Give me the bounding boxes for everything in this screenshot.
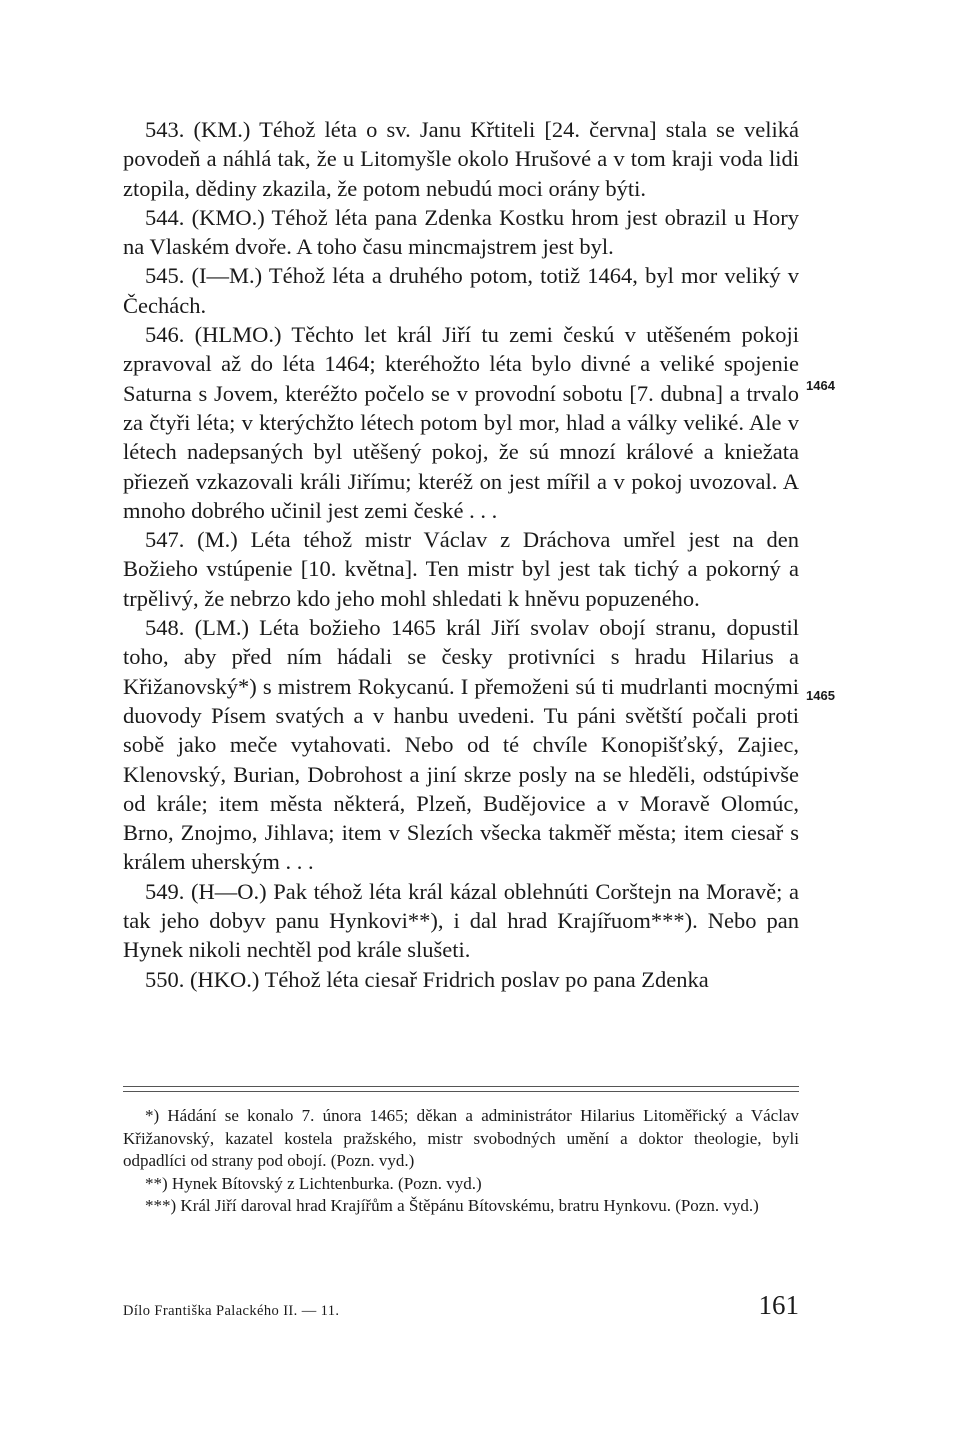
footnote-3: ***) Král Jiří daroval hrad Krajířům a Štěpánu Bítovskému, bratru Hynkovu. (Pozn. vyd.) bbox=[145, 1196, 759, 1215]
footnote-rule bbox=[123, 1091, 799, 1092]
entry-545: 545. (I—M.) Téhož léta a druhého potom, totiž 1464, byl mor veliký v Čechách. bbox=[123, 263, 799, 318]
footnote-2: **) Hynek Bítovský z Lichtenburka. (Pozn. vyd.) bbox=[145, 1173, 482, 1193]
footnote-1: *) Hádání se konalo 7. února 1465; děkan a administrátor Hilarius Litoměřický a Václav Křižanovský, kazatel kostela pražského, mistr svobodných umění a doktor theologie, byli odpadlíci od strany pod obojí. (Pozn. vyd.) bbox=[123, 1106, 799, 1170]
text-rule bbox=[123, 1086, 799, 1087]
footnotes bbox=[123, 1105, 799, 1218]
entry-546: 546. (HLMO.) Těchto let král Jiří tu zemi českú v utěšeném pokoji zpravoval až do léta 1464; kteréhožto léta bylo divné a veliké spojenie Saturna s Jovem, kteréžto počelo se v provodní sobotu [7. dubna] a trvalo za čtyři léta; v kterýchžto létech potom byl mor, hlad a války veliké. Ale v létech nadepsaných byl utěšený pokoj, že sú mnozí králové a kniežata přiezeň vzkazovali králi Jiřímu; kteréž on jest mířil a v pokoj uvozoval. A mnoho dobrého učinil jest zemi české . . . bbox=[123, 322, 799, 523]
entry-549: 549. (H—O.) Pak téhož léta král kázal oblehnúti Corštejn na Moravě; a tak jeho dobyv panu Hynkovi**), i dal hrad Krajířuom***). Nebo pan Hynek nikoli nechtěl pod krále slušeti. bbox=[123, 878, 799, 963]
entry-547: 547. (M.) Léta téhož mistr Václav z Dráchova umřel jest na den Božieho vstúpenie [10. května]. Ten mistr byl jest tak tichý a pokorný a trpělivý, že nebrzo kdo jeho mohl shledati k hněvu popuzeného. bbox=[123, 527, 799, 611]
page-number: 161 bbox=[758, 1290, 799, 1320]
entry-543: 543. (KM.) Téhož léta o sv. Janu Křtiteli [24. června] stala se veliká povodeň a náhlá tak, že u Litomyšle okolo Hrušové a v tom kraji voda lidi ztopila, dědiny zkazila, že potom nebudú moci orány býti. bbox=[123, 117, 799, 201]
entry-550: 550. (HKO.) Téhož léta ciesař Fridrich poslav po pana Zdenka bbox=[145, 966, 709, 992]
entry-548: 548. (LM.) Léta božieho 1465 král Jiří svolav obojí stranu, dopustil toho, aby před ním hádali se česky protivníci s hradu Hilarius a Křižanovský*) s mistrem Rokycanú. I přemoženi sú ti mudrlanti mocnými duovody Písem svatých a v hanbu uvedeni. Tu páni světští počali proti sobě jako meče vytahovati. Nebo od té chvíle Konopišťský, Zajiec, Klenovský, Burian, Dobrohost a jiní skrze posly na se hleděli, odstúpivše od krále; item města některá, Plzeň, Budějovice a v Moravě Olomúc, Brno, Znojmo, Jihlava; item v Slezích všecka takměř města; item ciesař s králem uherským . . . bbox=[123, 615, 799, 875]
margin-year-1465: 1465 bbox=[806, 688, 835, 703]
main-text bbox=[123, 115, 799, 994]
entry-544: 544. (KMO.) Téhož léta pana Zdenka Kostku hrom jest obrazil u Hory na Vlaském dvoře. A toho času mincmajstrem jest byl. bbox=[123, 204, 799, 260]
footer-signature: Dílo Františka Palackého II. — 11. bbox=[123, 1303, 340, 1319]
margin-year-1464: 1464 bbox=[806, 378, 835, 393]
